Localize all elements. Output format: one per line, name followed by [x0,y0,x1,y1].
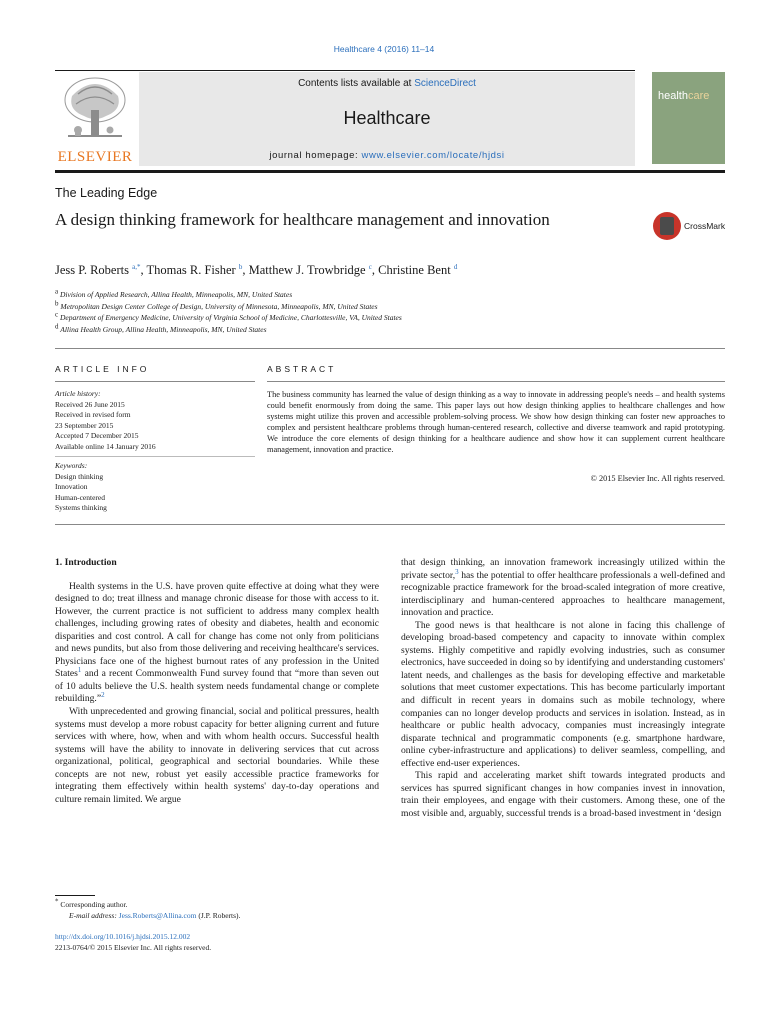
affiliation-mark: d [55,322,59,330]
front-matter-rule [55,348,725,349]
author-name[interactable]: Matthew J. Trowbridge [248,263,366,277]
section-tag: The Leading Edge [55,186,158,200]
footnote-line [55,897,379,911]
elsevier-tree-icon [58,74,132,148]
body-paragraph: This rapid and accelerating market shift towards integrated products and services has spurred significant changes in how companies invest in innovation, train their employees, and engage with their customers. Among these, one of the most visible and, arguably, successful trends is a broad-based investment in ‘design [401,770,725,819]
history-label: Article history: [55,389,101,398]
author-email-link[interactable]: Jess.Roberts@Allina.com [118,910,197,920]
history-item: 23 September 2015 [55,420,114,430]
issn-line: 2213-0764/© 2015 Elsevier Inc. All rights reserved. [55,942,212,952]
body-paragraph [55,581,379,706]
homepage-link[interactable]: www.elsevier.com/locate/hjdsi [361,150,505,161]
abstract-bottom-rule [55,524,725,525]
keywords [55,461,255,514]
journal-citation[interactable]: Healthcare 4 (2016) 11–14 [333,44,435,54]
author-list [55,263,715,278]
affiliation-item [55,312,715,324]
reference-link[interactable]: 2 [101,691,105,700]
article-history [55,389,255,453]
paragraph-text: Health systems in the U.S. have proven quite effective at doing what they were designed to do; treat illness and manage chronic disease for those with access to it. However, the current practice is not sufficient to address many complex health challenges, including growing rates of obesity and diabetes, health and economic disparities and cost control. A call for change has come not only from politicians and news pundits, but also from those delivering and receiving healthcare's services. Physicians face one of the highest burnout rates of any profession in the United States [55,580,379,680]
reference-link[interactable]: 3 [455,567,459,576]
journal-header [55,72,725,166]
contents-line [139,78,635,89]
homepage-label: journal homepage: [269,150,362,161]
header-rule-bottom [55,170,725,173]
article-title: A design thinking framework for healthcare management and innovation [55,210,550,229]
keyword-item: Innovation [55,482,88,492]
paragraph-text: has the potential to offer healthcare professionals a well-defined and recognizable practice framework for the broad-scaled integration of more creative, interdisciplinary and human-centered approaches to healthcare management, innovation and practice. [401,569,725,619]
body-column-right [401,557,725,820]
crossmark-label: CrossMark [684,221,726,231]
history-item: Received 26 June 2015 [55,399,125,409]
crossmark-badge[interactable] [653,212,731,240]
crossmark-icon [653,212,681,240]
footnote-email-line [55,911,379,922]
keyword-item: Design thinking [55,471,104,481]
affiliation-list [55,289,715,335]
affiliation-item [55,301,715,313]
author-marks[interactable]: a,* [132,262,141,271]
affiliation-mark: a [55,287,59,296]
journal-info-box [139,72,635,166]
affiliation-mark: c [55,310,59,319]
info-divider [55,456,255,457]
history-item: Available online 14 January 2016 [55,441,156,451]
contents-prefix: Contents lists available at [298,78,415,89]
body-paragraph [401,557,725,620]
affiliation-item [55,289,715,301]
affiliation-text: Division of Applied Research, Allina Health, Minneapolis, MN, United States [59,290,293,299]
affiliation-text: Metropolitan Design Center College of Design, University of Minnesota, Minneapolis, MN, United States [60,301,378,311]
history-item: Accepted 7 December 2015 [55,431,139,441]
keyword-item: Human-centered [55,492,105,502]
doi-block [55,932,211,953]
article-info-heading: ARTICLE INFO [55,364,150,374]
history-item: Received in revised form [55,410,131,420]
sciencedirect-link[interactable]: ScienceDirect [414,78,476,89]
body-column-left [55,557,379,806]
body-paragraph: The good news is that healthcare is not alone in facing this challenge of developing broad-based competency and capacity to innovate within complex systems. Highly competitive and rapidly evolving industries, such as consumer electronics, have succeeded in doing so by identifying and understanding customers' latent needs, and challenges as the basis for developing effective and marketable solutions that meet customer expectations. This has become particularly important and difficult in recent years in domains such as mobile technology, where companies can no longer develop products and services in isolation. Instead, as in healthcare or public health advocacy, companies must increasingly integrate disparate technical and programmatic components (e.g. smartphone hardware, online cyber-infrastructure and applications) to deliver seamless, compelling, and effective end-user experiences. [401,619,725,769]
publisher-logo[interactable] [55,72,135,166]
footnote-email-suffix: (J.P. Roberts). [196,910,241,920]
doi-link[interactable]: http://dx.doi.org/10.1016/j.hjdsi.2015.12.002 [55,932,191,941]
homepage-line [139,150,635,161]
journal-cover-thumbnail[interactable] [652,72,725,164]
paragraph-text: and a recent Commonwealth Fund survey found that “more than seven out of 10 adults believe the U.S. health system needs fundamental change or complete rebuilding.” [55,668,379,705]
abstract-heading: ABSTRACT [267,364,337,374]
author-separator: , [242,263,249,277]
journal-title: Healthcare [343,108,431,128]
author-marks[interactable]: c [368,262,372,271]
footnote-corresponding: Corresponding author. [60,900,128,909]
footnote-mark: * [55,897,59,906]
keywords-label: Keywords: [55,461,88,470]
cover-word-health: health [658,90,688,102]
abstract-text: The business community has learned the value of design thinking as a way to innovate in addressing people's needs – and health systems could benefit enormously from doing the same. This paper lays out how design thinking applies to healthcare challenges and how systems might utilize this proven and accessible problem-solving process. We show how design thinking can foster new approaches to complex and persistent healthcare problems through human-centered research, collective and diverse teamwork and rapid prototyping. We introduce the core elements of design thinking for a healthcare audience and show how it can supplement current healthcare management, innovation and practice. [267,390,725,454]
paragraph-text: that design thinking, an innovation framework increasingly utilized within the private sector, [401,557,725,581]
section-heading: 1. Introduction [55,557,117,568]
author-marks[interactable]: b [238,262,243,271]
affiliation-item [55,324,715,336]
author-name[interactable]: Thomas R. Fisher [146,263,236,277]
body-paragraph: With unprecedented and growing financial, social and political pressures, health systems must develop a more robust capacity for better aligning current and future services with where, how, when and with whom health occurs. Successful health systems will have the ability to innovate in delivering services that cut across organizational, political, geographical and sectorial boundaries. While these concepts are not new, robust yet easily accessible practice frameworks for integrating them effectively within health systems' day-to-day operations and culture remain limited. We argue [55,706,379,805]
keyword-item: Systems thinking [55,503,107,513]
cover-word-care: care [687,90,710,102]
cover-wordmark [658,90,709,102]
reference-link[interactable]: 1 [77,666,82,675]
footnote-rule [55,895,95,896]
header-rule-top [55,70,635,71]
publisher-name: ELSEVIER [57,149,133,165]
footnote-email-label: E-mail address: [69,910,119,920]
article-info-rule [55,381,255,382]
affiliation-text: Department of Emergency Medicine, University of Virginia School of Medicine, Charlottesville, VA, United States [59,313,402,322]
author-marks[interactable]: d [453,262,458,271]
author-name[interactable]: Jess P. Roberts [55,263,129,277]
abstract-copyright: © 2015 Elsevier Inc. All rights reserved. [590,474,725,483]
affiliation-text: Allina Health Group, Allina Health, Minneapolis, MN, United States [60,324,267,334]
author-separator: , [371,263,379,277]
affiliation-mark: b [55,299,59,307]
abstract-rule [267,381,725,382]
author-name[interactable]: Christine Bent [378,263,451,277]
author-separator: , [140,263,147,277]
corresponding-author-footnote [55,897,379,921]
